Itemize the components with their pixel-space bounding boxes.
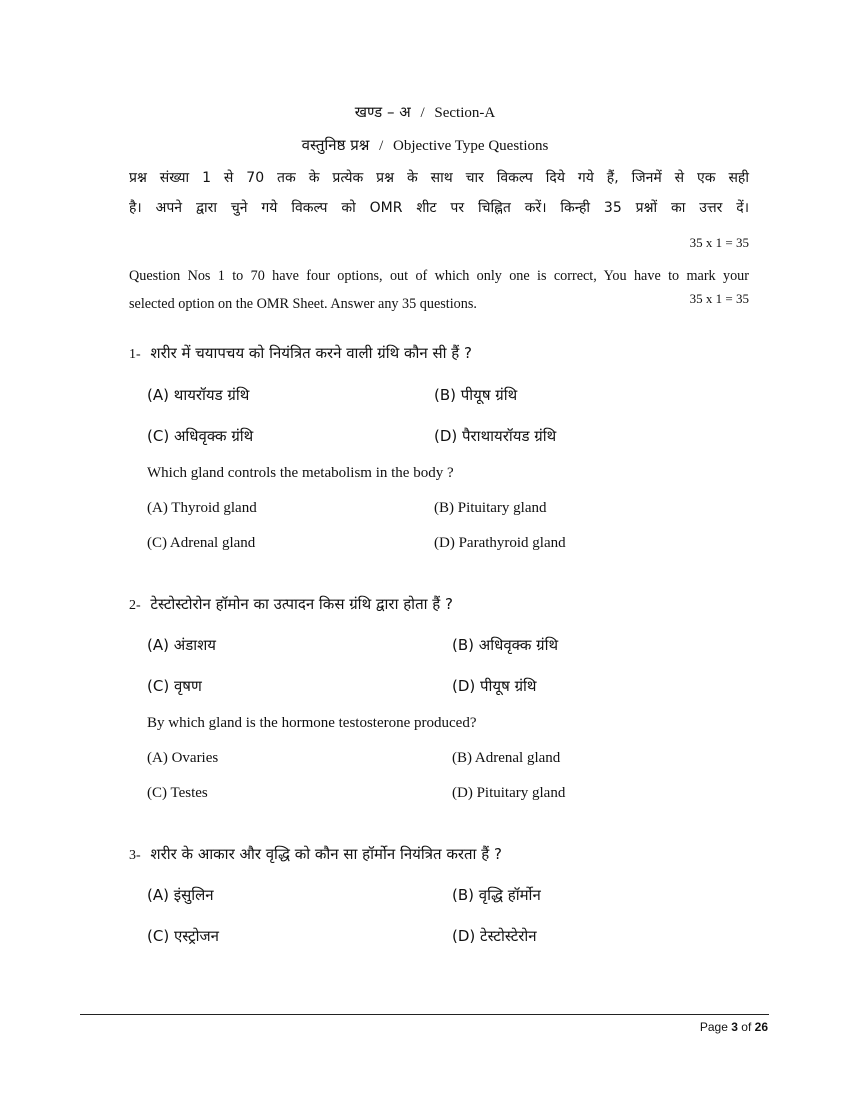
total-pages: 26 (754, 1020, 768, 1034)
current-page: 3 (731, 1020, 738, 1034)
instructions-english-line-1: Question Nos 1 to 70 have four options, out of which only one is correct, You have to mark your (129, 268, 749, 284)
question-1-hindi (129, 343, 472, 363)
question-1-number: 1- (129, 347, 141, 362)
question-1-text-english: Which gland controls the metabolism in the body ? (147, 465, 454, 481)
question-2-text-hindi: टेस्टोस्टोरोन हॉमोन का उत्पादन किस ग्रंथि द्वारा होता हैं ? (150, 595, 453, 613)
question-2-option-b-hindi: (B) अधिवृक्क ग्रंथि (452, 636, 559, 654)
question-3-number: 3- (129, 848, 141, 863)
section-heading-hindi: खण्ड – अ (354, 103, 411, 121)
footer-divider (80, 1014, 769, 1015)
instructions-hindi-line-2: है। अपने द्वारा चुने गये विकल्प को OMR शीट पर चिह्नित करें। किन्ही 35 प्रश्नों का उत्तर दें। (129, 200, 749, 216)
page-label: Page (699, 1020, 728, 1034)
question-3-text-hindi: शरीर के आकार और वृद्धि को कौन सा हॉर्मोन नियंत्रित करता हैं ? (150, 845, 502, 863)
instructions-english-line-2-text: selected option on the OMR Sheet. Answer any 35 questions. (129, 296, 477, 312)
question-2-number: 2- (129, 598, 141, 613)
question-2-option-a-english: (A) Ovaries (147, 750, 219, 766)
question-type-english: Objective Type Questions (393, 138, 549, 154)
question-3-option-a-hindi: (A) इंसुलिन (147, 886, 214, 904)
page-of-label: of (741, 1020, 752, 1034)
question-2-text-english: By which gland is the hormone testosterone produced? (147, 715, 477, 731)
question-1-option-d-english: (D) Parathyroid gland (434, 535, 566, 551)
question-1-option-c-english: (C) Adrenal gland (147, 535, 256, 551)
question-type-separator: / (379, 138, 384, 154)
instructions-english-line-2 (129, 290, 749, 318)
question-3-option-d-hindi: (D) टेस्टोस्टेरोन (452, 927, 537, 945)
question-3-option-c-hindi: (C) एस्ट्रोजन (147, 927, 219, 945)
question-type-heading (0, 135, 850, 155)
question-2-option-b-english: (B) Adrenal gland (452, 750, 561, 766)
instructions-english (129, 262, 749, 318)
section-heading-english: Section-A (434, 105, 496, 121)
question-1-option-a-english: (A) Thyroid gland (147, 500, 257, 516)
question-2-option-d-english: (D) Pituitary gland (452, 785, 566, 801)
question-2-option-d-hindi: (D) पीयूष ग्रंथि (452, 677, 537, 695)
question-2-option-a-hindi: (A) अंडाशय (147, 636, 217, 654)
question-type-hindi: वस्तुनिष्ठ प्रश्न (301, 136, 370, 154)
section-heading (0, 102, 850, 122)
page-number (700, 1020, 768, 1034)
instructions-hindi-line-1: प्रश्न संख्या 1 से 70 तक के प्रत्येक प्रश्न के साथ चार विकल्प दिये गये हैं, जिनमें से एक सही (129, 170, 749, 186)
question-2-option-c-english: (C) Testes (147, 785, 208, 801)
question-2-hindi (129, 594, 453, 614)
question-1-option-b-hindi: (B) पीयूष ग्रंथि (434, 386, 518, 404)
marks-hindi: 35 x 1 = 35 (689, 235, 749, 250)
question-1-option-c-hindi: (C) अधिवृक्क ग्रंथि (147, 427, 254, 445)
question-1-option-a-hindi: (A) थायरॉयड ग्रंथि (147, 386, 250, 404)
question-1-text-hindi: शरीर में चयापचय को नियंत्रित करने वाली ग्रंथि कौन सी हैं ? (150, 344, 472, 362)
section-heading-separator: / (420, 105, 425, 121)
question-1-option-b-english: (B) Pituitary gland (434, 500, 547, 516)
instructions-hindi (129, 163, 749, 223)
marks-english: 35 x 1 = 35 (689, 291, 749, 306)
question-2-option-c-hindi: (C) वृषण (147, 677, 202, 695)
question-3-hindi (129, 844, 502, 864)
question-1-option-d-hindi: (D) पैराथायरॉयड ग्रंथि (434, 427, 557, 445)
question-3-option-b-hindi: (B) वृद्धि हॉर्मोन (452, 886, 541, 904)
